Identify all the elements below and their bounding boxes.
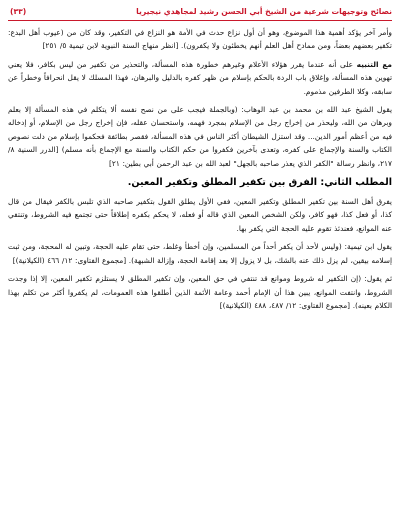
header-title: نصائح وتوجيهات شرعية من الشيخ أبي الحسن رشيد لمجاهدي نيجيريا <box>136 6 392 16</box>
paragraph-2-body: على أنه عندما يقرر هؤلاء الأعلام وغيرهم خطورة هذه المسألة، والتحذير من تكفير من ليس بكافر، فلا يعني تهوين هذه المسألة، وإغلاق باب الردة بالحكم بإسلام من ظهر كفره بالدليل والبرهان، فهذا المسلك لا يقل انحرافاً وخطراً عن سابقه، وكلا الطرفين مذموم. <box>8 59 392 96</box>
paragraph-1: وأمر آخر يؤكد أهمية هذا الموضوع، وهو أن أول نزاع حدث في الأمة هو النزاع في التكفير، وقد كان من (عيوب أهل البدع: تكفير بعضهم بعضاً، ومن ممادح أهل العلم أنهم يخطئون ولا يكفرون). [انظر منهاج السنة النبوية لابن تيمية ٥/ ٢٥١] <box>8 28 392 51</box>
page-header <box>8 4 392 21</box>
paragraph-4: يفرق أهل السنة بين تكفير المطلق وتكفير المعين، ففي الأول يطلق القول بتكفير صاحبه الذي تلبس بالكفر فيقال من قال كذا، أو فعل كذا، فهو كافر، ولكن الشخص المعين الذي قاله أو فعله، لا يحكم بكفره إطلاقاً حتى تجتمع فيه الشروط، وتنتفي عنه الموانع، فعندئذ تقوم عليه الحجة التي يكفر بها. <box>8 197 392 233</box>
paragraph-3: يقول الشيخ عبد الله بن محمد بن عبد الوهاب: (وبالجملة فيجب على من نصح نفسه ألا يتكلم في هذه المسألة إلا بعلم وبرهان من الله، وليحذر من إخراج رجل من الإسلام بمجرد فهمه، واستحسان عقله، فإن إخراج رجل من الإسلام، أو إدخاله فيه من أعظم أمور الدين... وقد استزل الشيطان أكثر الناس في هذه المسألة، فقصر بطائفة فحكموا بإسلام من دلت نصوص الكتاب والسنة والإجماع على كفره، وتعدى بآخرين فكفروا من حكم الكتاب والسنة مع الإجماع بأنه مسلم) [الدرر السنية ٨/ ٢١٧، وانظر رسالة "الكفر الذي يعذر صاحبه بالجهل" لعبد الله بن عبد الرحمن أبي بطين: ٢١] <box>8 105 392 168</box>
paragraph-6: ثم يقول: (إن التكفير له شروط وموانع قد تنتفي في حق المعين، وإن تكفير المطلق لا يستلزم تكفير المعين، إلا إذا وجدت الشروط، وانتفت الموانع، يبين هذا أن الإمام أحمد وعامة الأئمة الذين أطلقوا هذه العمومات، لم يكفروا أكثر من تكلم بهذا الكلام بعينه). [مجموع الفتاوى: ١٢/ ٤٨٧، ٤٨٨ (الكيلانية)] <box>8 274 392 310</box>
paragraph-5: يقول ابن تيمية: (وليس لأحد أن يكفر أحداً من المسلمين، وإن أخطأ وغلط، حتى تقام عليه الحجة، وتبين له المحجة، ومن ثبت إسلامه بيقين، لم يزل ذلك عنه بالشك، بل لا يزول إلا بعد إقامة الحجة، وإزالة الشبهة). [مجموع الفتاوى: ١٢/ ٤٦٦ (الكيلانية)] <box>8 242 392 265</box>
paragraph-2 <box>8 58 392 98</box>
page-content <box>8 21 392 312</box>
paragraph-2-lead: مع التنبيه <box>356 59 392 69</box>
page-number: (٣٣) <box>10 6 27 16</box>
section-heading: المطلب الثاني: الفرق بين تكفير المطلق وتكفير المعين. <box>127 177 392 189</box>
